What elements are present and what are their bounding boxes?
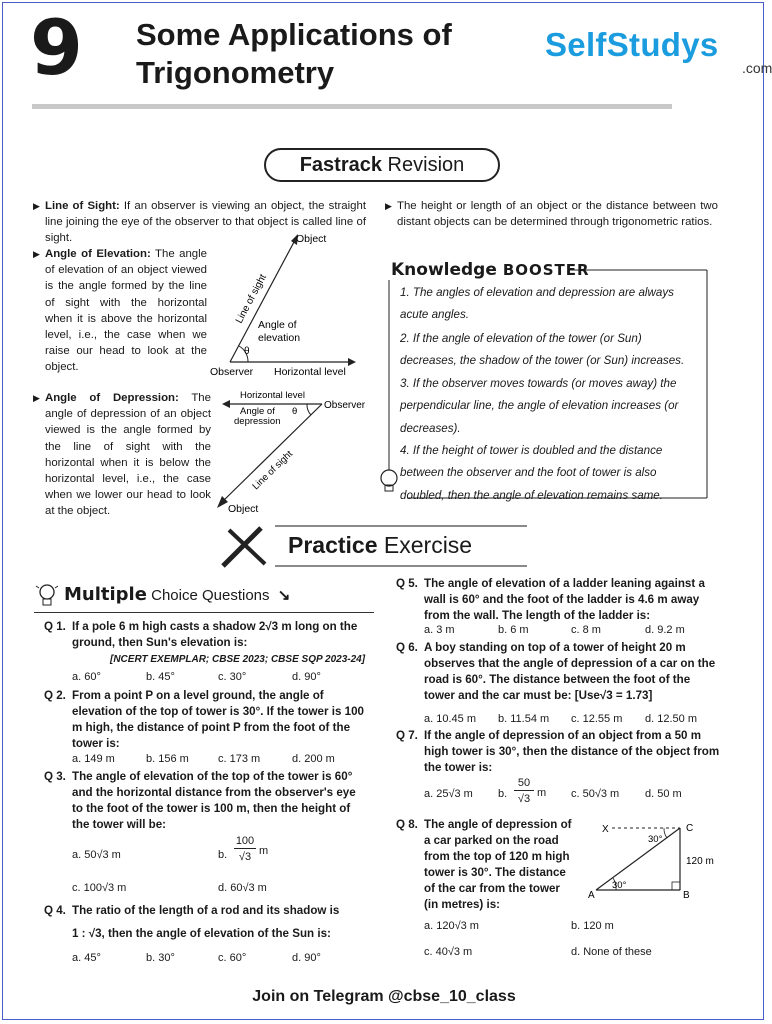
- option-d[interactable]: d. 90°: [292, 952, 321, 964]
- angle-label: Angle of: [240, 406, 275, 417]
- mcq-bold: Multiple: [64, 584, 147, 605]
- fastrack-rest: Revision: [382, 154, 465, 176]
- option-a[interactable]: a. 3 m: [424, 624, 455, 636]
- option-d[interactable]: d. 60√3 m: [218, 882, 267, 894]
- option-c[interactable]: c. 100√3 m: [72, 882, 127, 894]
- horizontal-label: Horizontal level: [240, 390, 305, 401]
- question-4: [44, 903, 368, 919]
- fraction-denominator: √3: [238, 851, 252, 863]
- question-number: Q 8.: [396, 818, 418, 831]
- option-a[interactable]: a. 45°: [72, 952, 101, 964]
- option-b[interactable]: b. 6 m: [498, 624, 529, 636]
- logo-suffix: .com: [742, 60, 772, 76]
- angle-arc: [307, 404, 311, 415]
- point-c-label: C: [686, 823, 694, 834]
- question-text: The angle of elevation of the top of the tower is 60° and the horizontal distance from the observer's eye to the foot of the tower is 100 m, then the height of the tower will be:: [72, 770, 356, 831]
- point-a-label: A: [588, 890, 595, 901]
- mcq-rest: Choice Questions: [146, 587, 270, 604]
- option-d[interactable]: d. 9.2 m: [645, 624, 685, 636]
- theta-label: θ: [292, 406, 298, 417]
- question-text: If the angle of depression of an object from a 50 m high tower is 30°, then the distance of the object from the tower is:: [424, 729, 720, 774]
- tower-diagram: [588, 818, 720, 902]
- option-b[interactable]: b. 45°: [146, 671, 175, 683]
- option-d[interactable]: d. 200 m: [292, 753, 335, 765]
- point-b-label: B: [683, 890, 690, 901]
- option-a[interactable]: a. 149 m: [72, 753, 115, 765]
- knowledge-booster: [389, 258, 709, 504]
- question-text: The angle of elevation of a ladder leaning against a wall is 60° and the foot of the ladder is 4.6 m away from the wall. The length of the ladder is:: [424, 577, 705, 622]
- booster-item-1: 1. The angles of elevation and depression are always acute angles.: [400, 286, 674, 322]
- option-a[interactable]: a. 25√3 m: [424, 788, 473, 800]
- question-number: Q 2.: [44, 689, 66, 702]
- aoe-label: Angle of Elevation:: [45, 248, 151, 260]
- los-text: If an observer is viewing an object, the straight line joining the eye of the observer to that object is called line of sight.: [45, 200, 366, 245]
- chapter-title: [136, 16, 536, 92]
- option-c[interactable]: c. 50√3 m: [571, 788, 620, 800]
- option-c[interactable]: c. 40√3 m: [424, 946, 473, 958]
- booster-item-3: 3. If the observer moves towards (or moves away) the perpendicular line, the angle of elevation increases (or decreases).: [400, 377, 679, 435]
- practice-rest: Exercise: [377, 532, 473, 558]
- pencil-icon: [223, 528, 265, 566]
- option-b[interactable]: b. 120 m: [571, 920, 614, 932]
- question-8: [396, 817, 576, 913]
- question-text: The angle of depression of a car parked on the road from the top of 120 m high tower is 30°. The distance of the car from the tower (in metres) is:: [424, 818, 572, 911]
- question-5: [396, 576, 720, 624]
- practice-bold: Practice: [288, 532, 378, 558]
- booster-item-2: 2. If the angle of elevation of the tower (or Sun) decreases, the shadow of the tower (or Sun) increases.: [400, 332, 685, 368]
- question-number: Q 4.: [44, 904, 66, 917]
- los-label: Line of Sight:: [45, 200, 120, 212]
- option-prefix: b.: [218, 849, 228, 861]
- chapter-number: 9: [30, 3, 83, 92]
- booster-item-4: 4. If the height of tower is doubled and the distance between the observer and the foot of tower is also doubled, then the angle of elevation remains same.: [400, 444, 663, 502]
- question-number: Q 6.: [396, 641, 418, 654]
- horizontal-label: Horizontal level: [274, 366, 346, 378]
- bullet-icon: ▶: [33, 201, 40, 211]
- angle-of-depression-def: [33, 390, 211, 520]
- option-d[interactable]: d. None of these: [571, 946, 652, 958]
- los-label: Line of sight: [250, 448, 295, 493]
- object-label: Object: [296, 233, 327, 245]
- question-2: [44, 688, 368, 752]
- angle-of-elevation-def: [33, 246, 207, 376]
- height-text: The height or length of an object or the distance between two distant objects can be determined through trigonometric ratios.: [397, 200, 718, 229]
- practice-exercise-title: [288, 532, 472, 559]
- option-unit: m: [537, 787, 547, 799]
- option-a[interactable]: a. 60°: [72, 671, 101, 683]
- option-b[interactable]: b. 11.54 m: [498, 713, 550, 725]
- theta-label: θ: [244, 346, 250, 357]
- question-3: [44, 769, 368, 833]
- question-text: The ratio of the length of a rod and its shadow is: [72, 904, 340, 917]
- angle-top-label: 30°: [648, 834, 663, 845]
- option-d[interactable]: d. 12.50 m: [645, 713, 697, 725]
- arrow-head: [222, 400, 230, 408]
- option-c[interactable]: c. 60°: [218, 952, 247, 964]
- option-a[interactable]: a. 50√3 m: [72, 849, 121, 861]
- angle-label2: elevation: [258, 332, 301, 344]
- header-rule: [32, 104, 672, 109]
- fraction-numerator: 100: [235, 835, 255, 847]
- height-distance-note: [385, 198, 718, 230]
- angle-label: Angle of: [258, 319, 297, 331]
- angle-bottom-label: 30°: [612, 880, 627, 891]
- option-b[interactable]: [218, 834, 278, 868]
- option-c[interactable]: c. 8 m: [571, 624, 601, 636]
- mcq-heading: [64, 584, 290, 605]
- selfstudys-logo[interactable]: SelfStudys: [545, 26, 719, 63]
- question-number: Q 3.: [44, 770, 66, 783]
- option-prefix: b.: [498, 788, 508, 800]
- option-a[interactable]: a. 120√3 m: [424, 920, 479, 932]
- option-c[interactable]: c. 12.55 m: [571, 713, 623, 725]
- aod-label: Angle of Depression:: [45, 392, 179, 404]
- question-1: [44, 619, 368, 651]
- aoe-text: The angle of elevation of an object viewed is the angle formed by the line of sight with the horizontal when it is above the horizontal level, i.e., the case when we raise our head to look at the object.: [45, 248, 207, 374]
- option-b[interactable]: [498, 776, 558, 810]
- point-x-label: X: [602, 824, 609, 835]
- object-label: Object: [228, 503, 259, 515]
- option-c[interactable]: c. 30°: [218, 671, 247, 683]
- question-number: Q 5.: [396, 577, 418, 590]
- question-number: Q 7.: [396, 729, 418, 742]
- elevation-diagram: [208, 228, 368, 380]
- fraction-numerator: 50: [514, 776, 534, 791]
- question-number: Q 1.: [44, 620, 66, 633]
- option-a[interactable]: a. 10.45 m: [424, 713, 476, 725]
- bullet-icon: ▶: [385, 201, 392, 211]
- question-text: If a pole 6 m high casts a shadow 2√3 m long on the ground, then Sun's elevation is:: [72, 620, 358, 649]
- bullet-icon: ▶: [33, 393, 40, 403]
- question-6: [396, 640, 720, 704]
- option-c[interactable]: c. 173 m: [218, 753, 261, 765]
- option-b[interactable]: b. 156 m: [146, 753, 189, 765]
- chapter-title-line1: Some Applications of: [136, 17, 452, 52]
- fraction-denominator: √3: [517, 793, 531, 805]
- los-label: Line of sight: [233, 272, 269, 326]
- option-d[interactable]: d. 90°: [292, 671, 321, 683]
- arrow-down-right-icon: ↘: [277, 587, 291, 604]
- arrow-head: [348, 358, 356, 366]
- mcq-rule: [34, 612, 374, 613]
- question-4-line2: 1 : √3, then the angle of elevation of the Sun is:: [72, 927, 331, 940]
- telegram-footer[interactable]: Join on Telegram @cbse_10_class: [252, 988, 516, 1005]
- fastrack-revision-banner: [264, 148, 500, 182]
- chapter-title-line2: Trigonometry: [136, 55, 335, 90]
- option-b[interactable]: b. 30°: [146, 952, 175, 964]
- depression-diagram: [212, 386, 372, 518]
- question-text: From a point P on a level ground, the angle of elevation of the top of tower is 30°. If the tower is 100 m high, the distance of point P from the foot of the tower is:: [72, 689, 364, 750]
- question-source: [NCERT EXEMPLAR; CBSE 2023; CBSE SQP 2023-24]: [110, 654, 366, 665]
- question-text: A boy standing on top of a tower of height 20 m observes that the angle of depression of a car on the road is 60°. The distance between the foot of the tower and the car must be: [Use√3 = 1.73]: [424, 641, 716, 702]
- fastrack-bold: Fastrack: [299, 154, 382, 176]
- observer-label: Observer: [210, 366, 254, 378]
- sight-line: [230, 242, 294, 362]
- option-d[interactable]: d. 50 m: [645, 788, 682, 800]
- booster-title2: BOOSTER: [502, 261, 590, 279]
- question-7: [396, 728, 720, 776]
- observer-label: Observer: [324, 400, 366, 411]
- height-label: 120 m: [686, 856, 714, 867]
- angle-label2: depression: [234, 416, 281, 427]
- bullet-icon: ▶: [33, 249, 40, 259]
- booster-title: [391, 260, 590, 280]
- lightbulb-icon: [34, 580, 60, 610]
- booster-title1: Knowledge: [391, 260, 497, 280]
- option-unit: m: [259, 845, 269, 857]
- aod-text: The angle of depression of an object viewed is the angle formed by the line of sight with the horizontal when it is below the horizontal level, i.e., the case when we lower our head to look at the object.: [45, 392, 211, 518]
